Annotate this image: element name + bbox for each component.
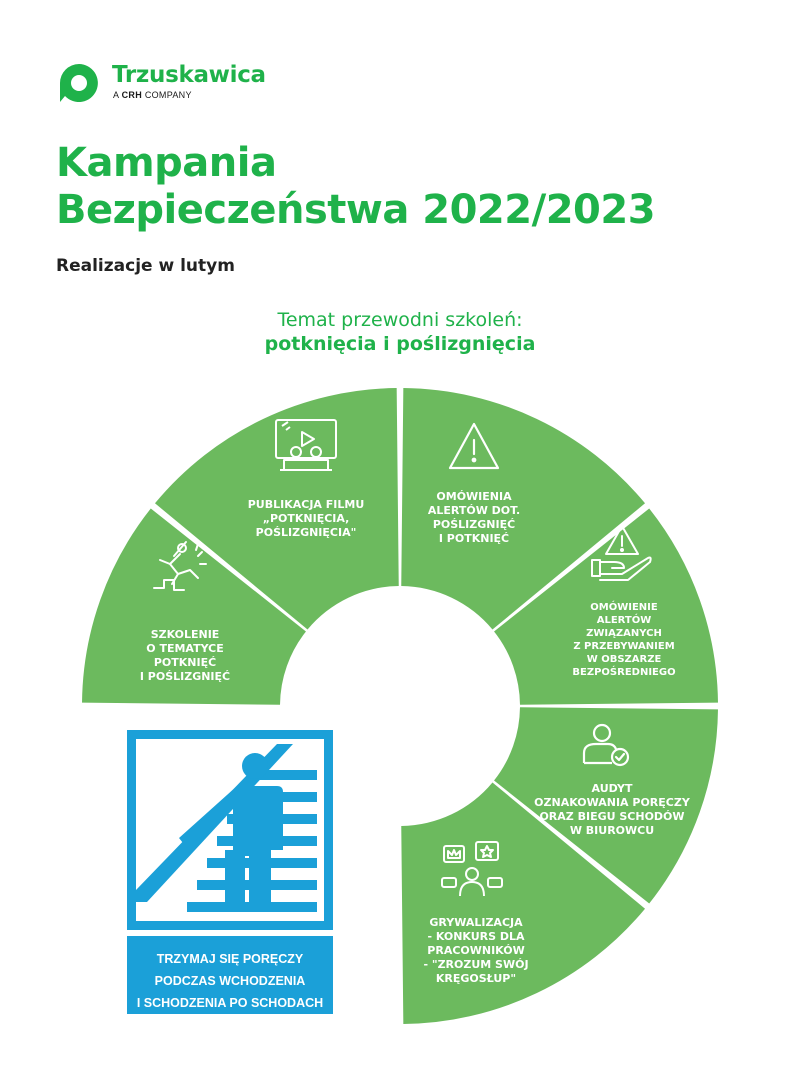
page-title-line1: Kampania [56, 140, 277, 186]
segment-label-line: - "ZROZUM SWÓJ [423, 958, 529, 971]
segment-label-line: SZKOLENIE [150, 628, 220, 641]
segment-label-line: W BIUROWCU [569, 824, 655, 837]
sign-line-2: PODCZAS WCHODZENIA [154, 974, 306, 988]
theme-line2: potknięcia i poślizgnięcia [264, 333, 536, 355]
segment-label-line: POTKNIĘĆ [153, 656, 217, 669]
theme-line1: Temat przewodni szkoleń: [277, 309, 523, 331]
page-title-line2: Bezpieczeństwa 2022/2023 [56, 187, 656, 233]
segment-label-line: PRACOWNIKÓW [427, 944, 525, 957]
brand-tagline: A CRH COMPANY [113, 90, 192, 100]
sign-line-3: I SCHODZENIA PO SCHODACH [136, 996, 324, 1010]
segment-label-line: ZWIĄZANYCH [586, 628, 662, 639]
segment-label-line: OMÓWIENIE [590, 602, 658, 613]
segment-label-line: - KONKURS DLA [427, 930, 525, 943]
page-subtitle: Realizacje w lutym [56, 256, 235, 276]
segment-label-line: AUDYT [591, 782, 633, 795]
segment-label-line: ORAZ BIEGU SCHODÓW [539, 810, 685, 823]
segment-label-line: POŚLIZGNIĘĆ [432, 518, 516, 531]
segment-label-line: I POŚLIZGNIĘĆ [139, 670, 231, 683]
segment-label-line: „POTKNIĘCIA, [262, 512, 350, 525]
segment-label-line: ALERTÓW DOT. [427, 504, 521, 517]
segment-label-line: POŚLIZGNIĘCIA" [255, 526, 357, 539]
wheel-segment-label-6 [423, 916, 528, 985]
sign-line-1: TRZYMAJ SIĘ PORĘCZY [156, 952, 304, 966]
segment-label-line: O TEMATYCE [146, 642, 224, 655]
wheel-segment-label-3 [428, 490, 520, 545]
segment-label-line: KRĘGOSŁUP" [435, 972, 517, 985]
segment-label-line: PUBLIKACJA FILMU [247, 498, 365, 511]
brand-name: Trzuskawica [112, 62, 266, 88]
segment-label-line: Z PRZEBYWANIEM [573, 641, 675, 652]
segment-label-line: OMÓWIENIA [436, 490, 512, 503]
segment-label-line: BEZPOŚREDNIEGO [572, 667, 676, 678]
wheel-segment-label-2 [248, 498, 365, 539]
segment-label-line: OZNAKOWANIA PORĘCZY [534, 796, 690, 809]
segment-label-line: I POTKNIĘĆ [438, 532, 510, 545]
segment-label-line: ALERTÓW [596, 615, 652, 626]
segment-label-line: W OBSZARZE [586, 654, 662, 665]
handrail-safety-sign [127, 730, 333, 1014]
segment-label-line: GRYWALIZACJA [429, 916, 523, 929]
